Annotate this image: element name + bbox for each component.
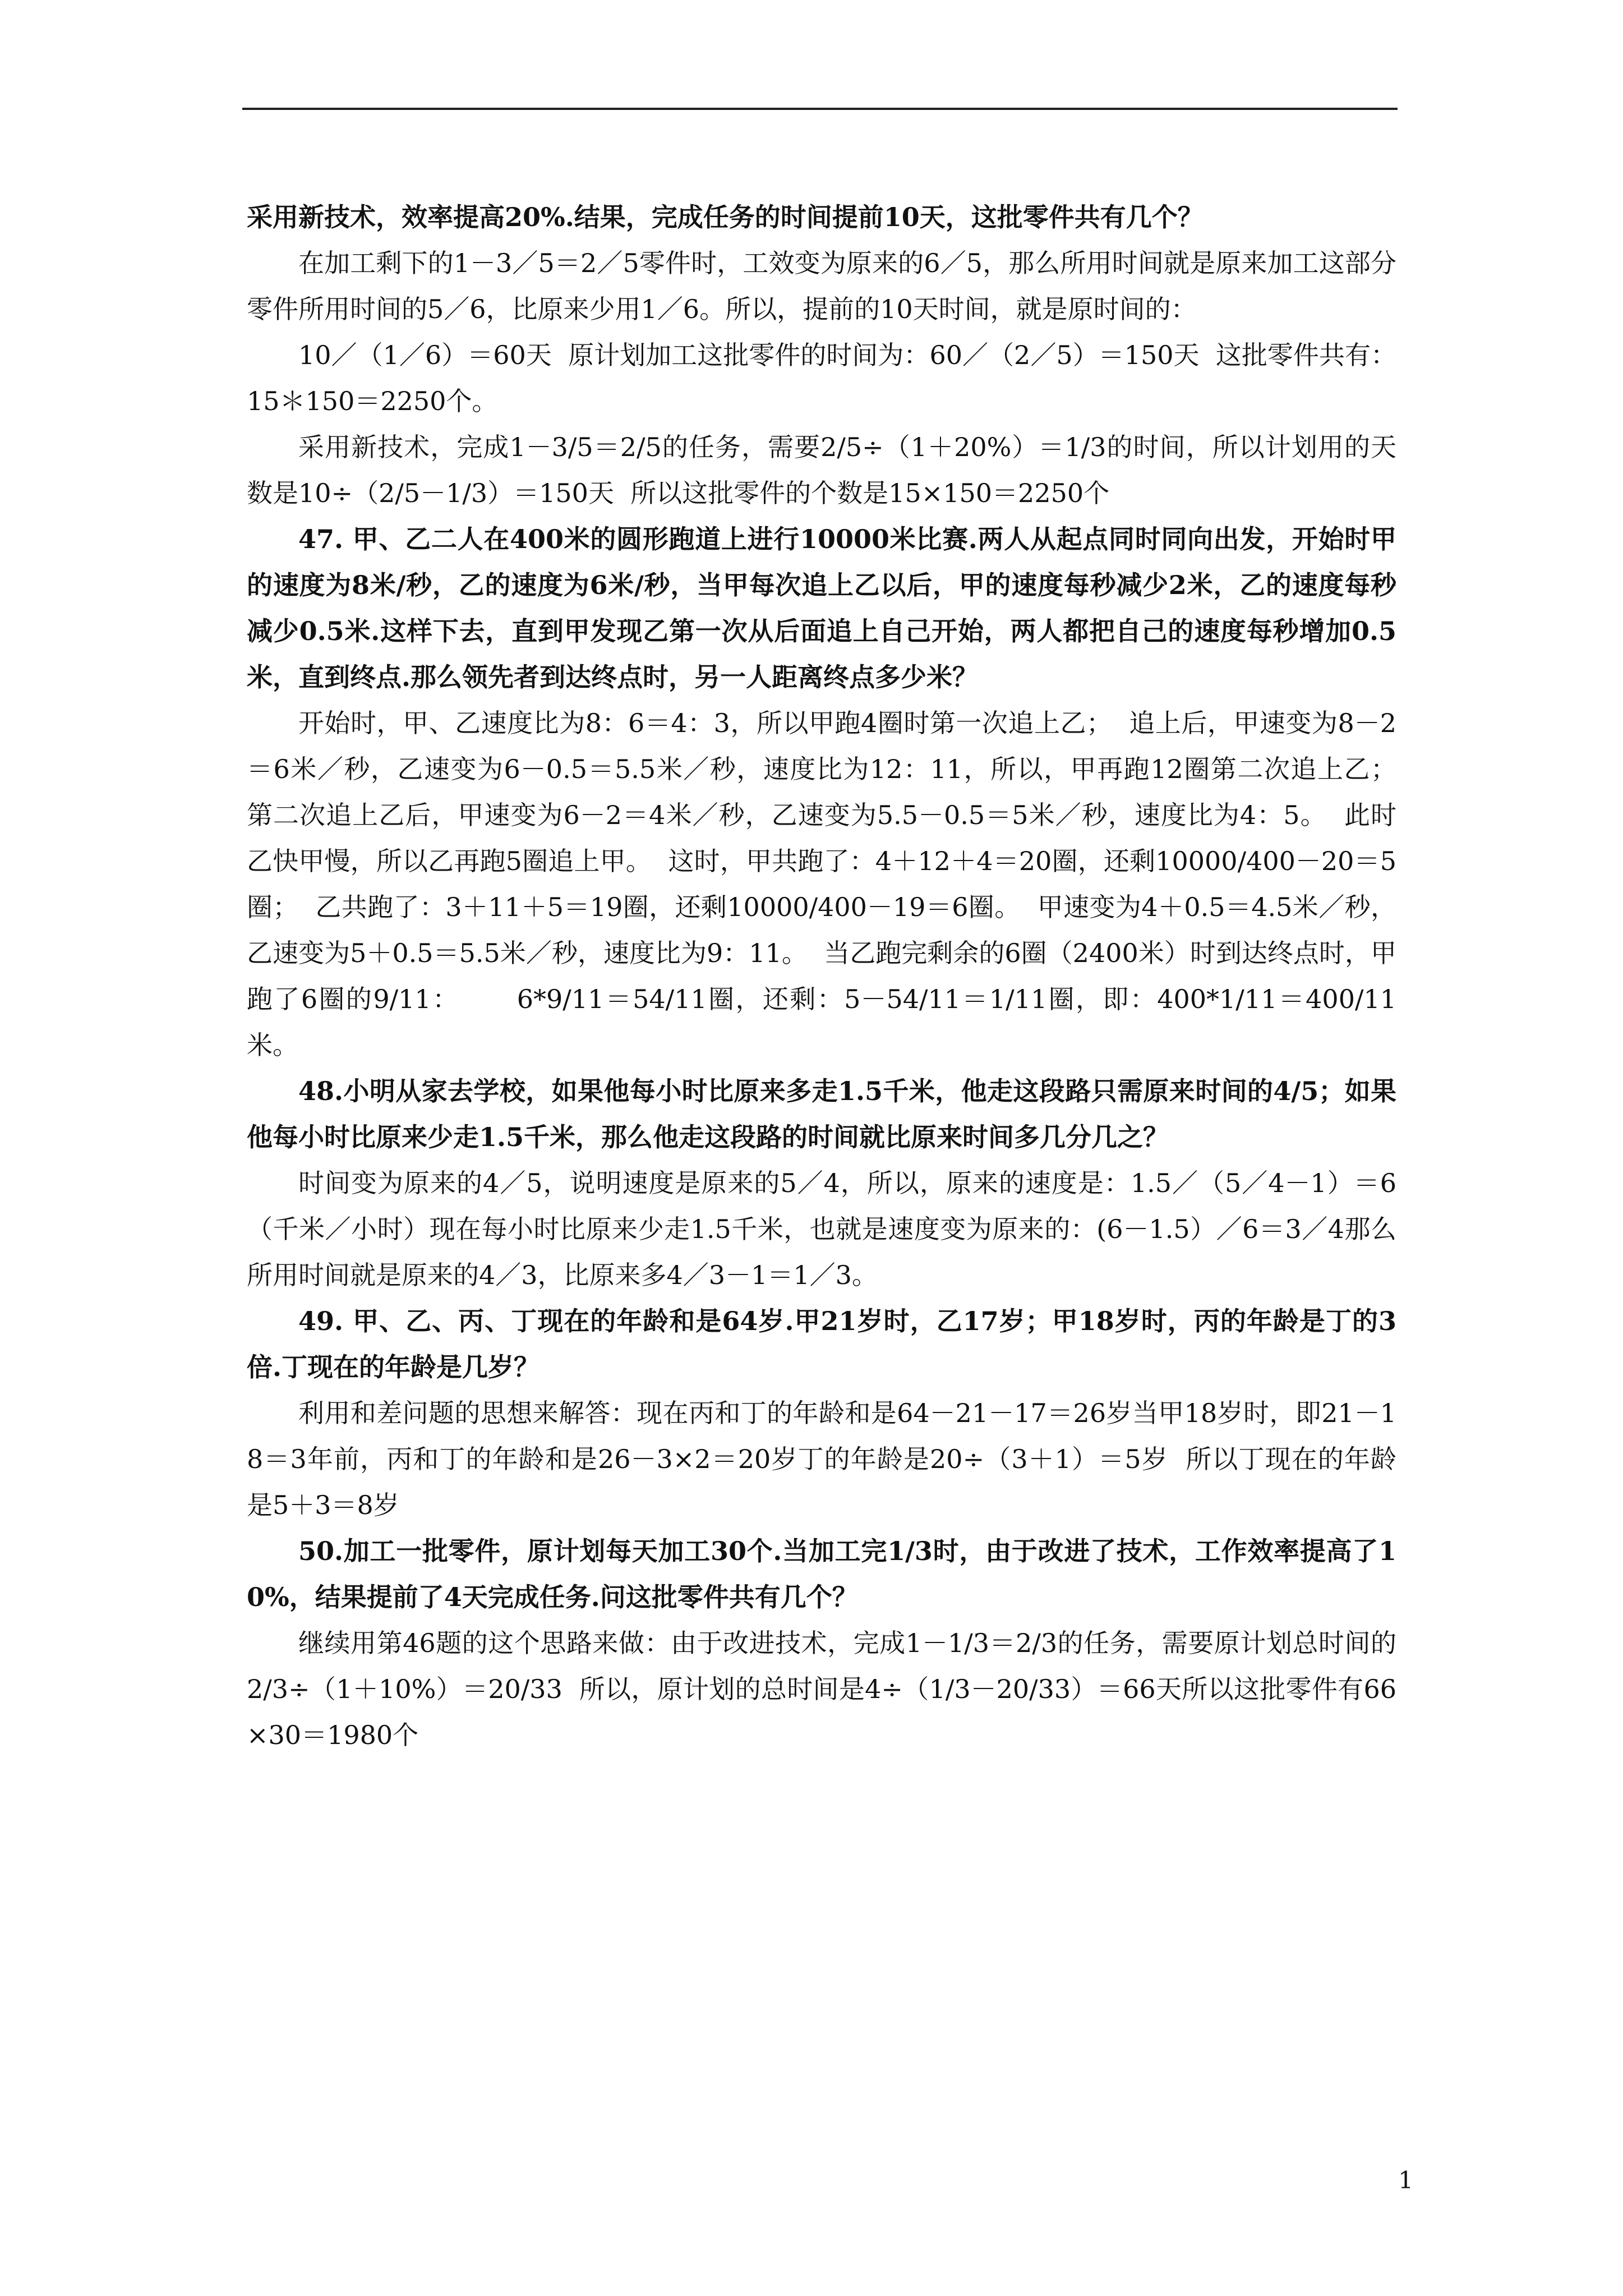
page-number: 1 bbox=[1398, 2166, 1413, 2194]
paragraph-answer-46-b: 10／（1／6）＝60天 原计划加工这批零件的时间为：60／（2／5）＝150天 这批零件共有：15＊150＝2250个。 bbox=[247, 340, 1396, 416]
paragraph-answer-50: 继续用第46题的这个思路来做：由于改进技术，完成1－1/3＝2/3的任务，需要原计划总时间的2/3÷（1＋10%）＝20/33 所以，原计划的总时间是4÷（1/3－20/33）＝66天所以这批零件有66×30＝1980个 bbox=[247, 1628, 1396, 1750]
header-rule bbox=[242, 108, 1398, 110]
paragraph-answer-47: 开始时，甲、乙速度比为8：6＝4：3，所以甲跑4圈时第一次追上乙； 追上后，甲速变为8－2＝6米／秒，乙速变为6－0.5＝5.5米／秒，速度比为12：11，所以，甲再跑12圈第二次追上乙； 第二次追上乙后，甲速变为6－2＝4米／秒，乙速变为5.5－0.5＝5米／秒，速度比为4：5。 此时乙快甲慢，所以乙再跑5圈追上甲。 这时，甲共跑了：4＋12＋4＝20圈，还剩10000/400－20＝5圈； 乙共跑了：3＋11＋5＝19圈，还剩10000/400－19＝6圈。 甲速变为4＋0.5＝4.5米／秒，乙速变为5＋0.5＝5.5米／秒，速度比为9：11。 当乙跑完剩余的6圈（2400米）时到达终点时，甲跑了6圈的9/11： 6*9/11＝54/11圈，还剩：5－54/11＝1/11圈，即：400*1/11＝400/11米。 bbox=[247, 708, 1413, 1060]
paragraph-answer-48: 时间变为原来的4／5，说明速度是原来的5／4，所以，原来的速度是：1.5／（5／4－1）＝6（千米／小时）现在每小时比原来少走1.5千米，也就是速度变为原来的：(6－1.5）／6＝3／4那么所用时间就是原来的4／3，比原来多4／3－1＝1／3。 bbox=[247, 1168, 1396, 1290]
paragraph-answer-46-a: 在加工剩下的1－3／5＝2／5零件时，工效变为原来的6／5，那么所用时间就是原来加工这部分零件所用时间的5／6，比原来少用1／6。所以，提前的10天时间，就是原时间的： bbox=[247, 248, 1396, 324]
paragraph-answer-46-c: 采用新技术，完成1－3/5＝2/5的任务，需要2/5÷（1＋20%）＝1/3的时间，所以计划用的天数是10÷（2/5－1/3）＝150天 所以这批零件的个数是15×150＝2250个 bbox=[247, 432, 1396, 508]
paragraph-answer-49: 利用和差问题的思想来解答：现在丙和丁的年龄和是64－21－17＝26岁当甲18岁时，即21－18＝3年前，丙和丁的年龄和是26－3×2＝20岁丁的年龄是20÷（3＋1）＝5岁 所以丁现在的年龄是5＋3＝8岁 bbox=[247, 1398, 1396, 1520]
document-body bbox=[247, 194, 1413, 1758]
paragraph-question-47: 47. 甲、乙二人在400米的圆形跑道上进行10000米比赛.两人从起点同时同向出发，开始时甲的速度为8米/秒，乙的速度为6米/秒，当甲每次追上乙以后，甲的速度每秒减少2米，乙的速度每秒减少0.5米.这样下去，直到甲发现乙第一次从后面追上自己开始，两人都把自己的速度每秒增加0.5米，直到终点.那么领先者到达终点时，另一人距离终点多少米？ bbox=[247, 524, 1396, 692]
paragraph-question-48: 48.小明从家去学校，如果他每小时比原来多走1.5千米，他走这段路只需原来时间的4/5；如果他每小时比原来少走1.5千米，那么他走这段路的时间就比原来时间多几分几之？ bbox=[247, 1076, 1396, 1152]
paragraph-question-46-tail: 采用新技术，效率提高20%.结果，完成任务的时间提前10天，这批零件共有几个？ bbox=[247, 202, 1204, 232]
paragraph-question-49: 49. 甲、乙、丙、丁现在的年龄和是64岁.甲21岁时，乙17岁；甲18岁时，丙的年龄是丁的3倍.丁现在的年龄是几岁？ bbox=[247, 1306, 1396, 1382]
paragraph-question-50: 50.加工一批零件，原计划每天加工30个.当加工完1/3时，由于改进了技术，工作效率提高了10%，结果提前了4天完成任务.问这批零件共有几个？ bbox=[247, 1536, 1396, 1612]
